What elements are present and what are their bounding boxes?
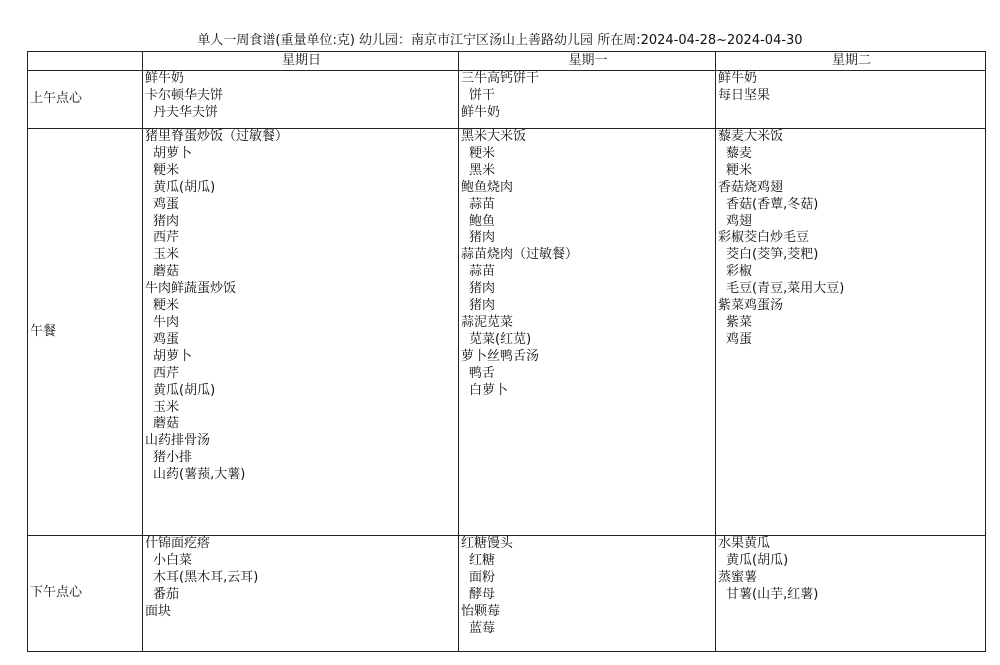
ingredient: 小白菜	[153, 552, 193, 568]
ingredient: 甘薯(山芋,红薯)	[726, 586, 819, 602]
dish-name: 怡颗莓	[461, 603, 501, 619]
ingredient: 胡萝卜	[153, 348, 193, 364]
ingredient: 蘑菇	[153, 416, 180, 432]
ingredient: 西芹	[153, 365, 180, 381]
menu-cell	[716, 129, 986, 536]
dish-name: 紫菜鸡蛋汤	[718, 298, 784, 314]
meal-label: 上午点心	[28, 71, 143, 129]
ingredient: 鸡蛋	[726, 331, 753, 347]
menu-cell	[459, 536, 716, 652]
ingredient: 鸡翅	[726, 213, 753, 229]
menu-cell	[459, 71, 716, 129]
dish-name: 鲍鱼烧肉	[461, 179, 514, 195]
corner-cell	[28, 52, 143, 71]
ingredient: 蒜苗	[469, 196, 496, 212]
ingredient: 西芹	[153, 230, 180, 246]
header-row	[28, 52, 986, 71]
menu-cell	[459, 129, 716, 536]
ingredient: 蓝莓	[469, 620, 496, 636]
meal-label: 午餐	[28, 129, 143, 536]
ingredient: 茭白(茭笋,茭粑)	[726, 247, 819, 263]
ingredient: 鲍鱼	[469, 213, 496, 229]
ingredient: 紫菜	[726, 314, 753, 330]
menu-cell	[143, 536, 459, 652]
day-header: 星期日	[143, 52, 459, 71]
dish-name: 水果黄瓜	[718, 536, 771, 551]
menu-cell	[143, 129, 459, 536]
ingredient: 酵母	[469, 586, 496, 602]
ingredient: 粳米	[469, 145, 496, 161]
menu-cell	[143, 71, 459, 129]
ingredient: 猪肉	[153, 213, 180, 229]
meal-row-afternoon-snack	[28, 536, 986, 652]
ingredient: 黄瓜(胡瓜)	[726, 552, 789, 568]
ingredient: 香菇(香蕈,冬菇)	[726, 196, 819, 212]
dish-name: 香菇烧鸡翅	[718, 179, 784, 195]
ingredient: 苋菜(红苋)	[469, 331, 532, 347]
ingredient: 鸡蛋	[153, 331, 180, 347]
dish-name: 什锦面疙瘩	[145, 536, 211, 551]
ingredient: 彩椒	[726, 264, 753, 280]
dish-name: 黑米大米饭	[461, 129, 527, 144]
ingredient: 毛豆(青豆,菜用大豆)	[726, 281, 845, 297]
ingredient: 鸭舌	[469, 365, 496, 381]
meal-row-lunch	[28, 129, 986, 536]
dish-name: 每日坚果	[718, 87, 771, 103]
ingredient: 山药(薯蓣,大薯)	[153, 467, 246, 483]
dish-name: 蒜泥苋菜	[461, 314, 514, 330]
ingredient: 红糖	[469, 552, 496, 568]
ingredient: 胡萝卜	[153, 145, 193, 161]
ingredient: 猪肉	[469, 298, 496, 314]
ingredient: 玉米	[153, 247, 180, 263]
ingredient: 黄瓜(胡瓜)	[153, 179, 216, 195]
menu-cell	[716, 71, 986, 129]
dish-name: 彩椒茭白炒毛豆	[718, 230, 810, 246]
ingredient: 猪肉	[469, 281, 496, 297]
ingredient: 猪小排	[153, 450, 193, 466]
dish-name: 萝卜丝鸭舌汤	[461, 348, 540, 364]
ingredient: 饼干	[469, 87, 496, 103]
ingredient: 藜麦	[726, 145, 753, 161]
dish-name: 面块	[145, 603, 172, 619]
weekly-menu-table	[27, 51, 986, 652]
dish-name: 山药排骨汤	[145, 433, 211, 449]
ingredient: 番茄	[153, 586, 180, 602]
ingredient: 猪肉	[469, 230, 496, 246]
ingredient: 面粉	[469, 569, 496, 585]
ingredient: 玉米	[153, 399, 180, 415]
ingredient: 黄瓜(胡瓜)	[153, 382, 216, 398]
meal-label: 下午点心	[28, 536, 143, 652]
dish-name: 蒜苗烧肉（过敏餐）	[461, 247, 579, 263]
ingredient: 牛肉	[153, 314, 180, 330]
day-header: 星期一	[459, 52, 716, 71]
day-header: 星期二	[716, 52, 986, 71]
ingredient: 粳米	[726, 162, 753, 178]
ingredient: 木耳(黑木耳,云耳)	[153, 569, 259, 585]
dish-name: 三牛高钙饼干	[461, 71, 540, 86]
ingredient: 白萝卜	[469, 382, 509, 398]
menu-cell	[716, 536, 986, 652]
ingredient: 鸡蛋	[153, 196, 180, 212]
meal-row-morning-snack	[28, 71, 986, 129]
dish-name: 鲜牛奶	[718, 71, 758, 86]
ingredient: 丹夫华夫饼	[153, 104, 219, 120]
ingredient: 蘑菇	[153, 264, 180, 280]
dish-name: 卡尔顿华夫饼	[145, 87, 224, 103]
dish-name: 红糖馒头	[461, 536, 514, 551]
ingredient: 黑米	[469, 162, 496, 178]
ingredient: 蒜苗	[469, 264, 496, 280]
dish-name: 鲜牛奶	[461, 104, 501, 120]
dish-name: 蒸蜜薯	[718, 569, 758, 585]
page-title: 单人一周食谱(重量单位:克) 幼儿园：南京市江宁区汤山上善路幼儿园 所在周:2024-04-28~2024-04-30	[197, 33, 803, 48]
ingredient: 粳米	[153, 298, 180, 314]
dish-name: 藜麦大米饭	[718, 129, 784, 144]
dish-name: 牛肉鲜蔬蛋炒饭	[145, 281, 237, 297]
dish-name: 猪里脊蛋炒饭（过敏餐）	[145, 129, 289, 144]
ingredient: 粳米	[153, 162, 180, 178]
dish-name: 鲜牛奶	[145, 71, 185, 86]
